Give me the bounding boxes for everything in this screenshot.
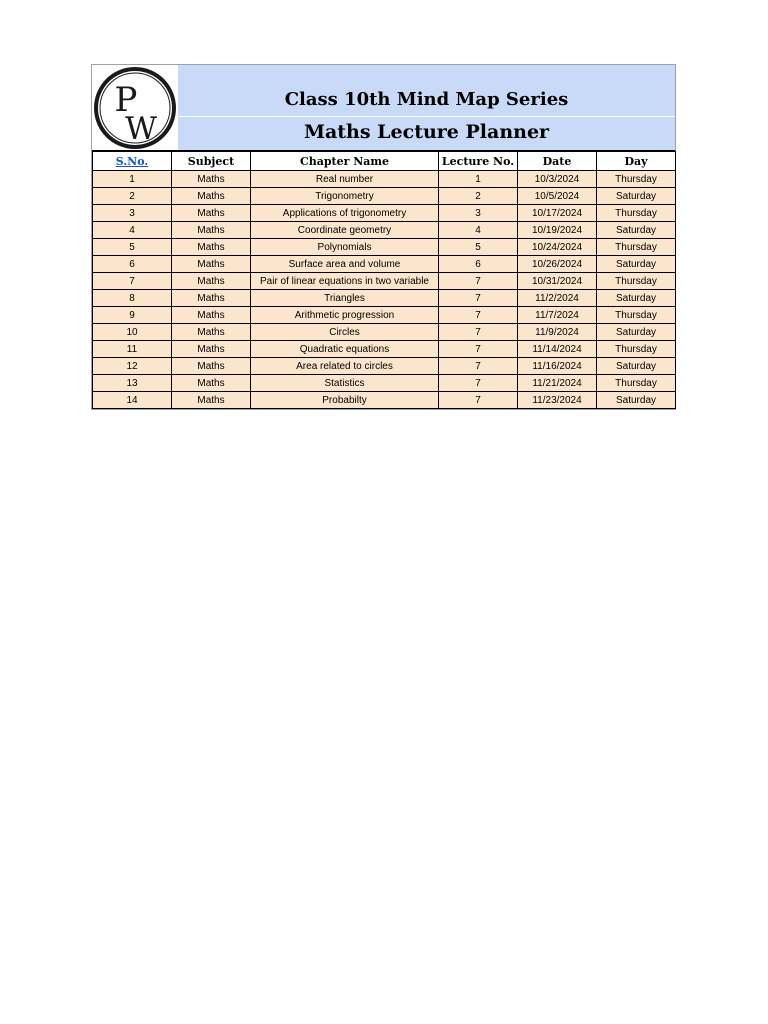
cell-lecture-no: 7 (439, 392, 518, 409)
cell-lecture-no: 7 (439, 358, 518, 375)
cell-sno: 10 (93, 324, 172, 341)
cell-day: Thursday (597, 341, 676, 358)
cell-date: 10/3/2024 (518, 171, 597, 188)
svg-text:W: W (125, 111, 157, 147)
cell-chapter-name: Triangles (251, 290, 439, 307)
cell-date: 11/9/2024 (518, 324, 597, 341)
cell-date: 10/24/2024 (518, 239, 597, 256)
cell-day: Thursday (597, 171, 676, 188)
cell-subject: Maths (172, 375, 251, 392)
cell-day: Saturday (597, 256, 676, 273)
cell-sno: 2 (93, 188, 172, 205)
cell-subject: Maths (172, 307, 251, 324)
column-header-sno[interactable]: S.No. (93, 152, 172, 171)
cell-date: 11/21/2024 (518, 375, 597, 392)
cell-lecture-no: 7 (439, 324, 518, 341)
cell-sno: 5 (93, 239, 172, 256)
cell-chapter-name: Arithmetic progression (251, 307, 439, 324)
cell-date: 10/17/2024 (518, 205, 597, 222)
cell-sno: 6 (93, 256, 172, 273)
cell-lecture-no: 2 (439, 188, 518, 205)
cell-sno: 12 (93, 358, 172, 375)
lecture-table (92, 151, 676, 409)
table-row (93, 205, 676, 222)
cell-date: 11/7/2024 (518, 307, 597, 324)
title-divider (178, 116, 675, 117)
table-row (93, 222, 676, 239)
table-row (93, 341, 676, 358)
cell-lecture-no: 6 (439, 256, 518, 273)
cell-subject: Maths (172, 392, 251, 409)
cell-day: Saturday (597, 222, 676, 239)
table-row (93, 188, 676, 205)
table-row (93, 273, 676, 290)
cell-date: 11/16/2024 (518, 358, 597, 375)
table-row (93, 307, 676, 324)
cell-date: 10/19/2024 (518, 222, 597, 239)
cell-sno: 1 (93, 171, 172, 188)
cell-subject: Maths (172, 188, 251, 205)
cell-chapter-name: Surface area and volume (251, 256, 439, 273)
cell-day: Thursday (597, 273, 676, 290)
cell-subject: Maths (172, 256, 251, 273)
cell-date: 10/26/2024 (518, 256, 597, 273)
table-body (93, 171, 676, 409)
cell-sno: 8 (93, 290, 172, 307)
table-row (93, 324, 676, 341)
cell-date: 11/23/2024 (518, 392, 597, 409)
table-header-row (93, 152, 676, 171)
table-row (93, 256, 676, 273)
sheet-header (92, 65, 675, 151)
cell-lecture-no: 7 (439, 375, 518, 392)
cell-sno: 14 (93, 392, 172, 409)
series-title: Class 10th Mind Map Series (284, 89, 569, 110)
cell-sno: 7 (93, 273, 172, 290)
cell-chapter-name: Pair of linear equations in two variable (251, 273, 439, 290)
cell-chapter-name: Area related to circles (251, 358, 439, 375)
cell-chapter-name: Circles (251, 324, 439, 341)
cell-subject: Maths (172, 290, 251, 307)
cell-subject: Maths (172, 273, 251, 290)
cell-sno: 13 (93, 375, 172, 392)
cell-subject: Maths (172, 205, 251, 222)
cell-subject: Maths (172, 324, 251, 341)
cell-sno: 9 (93, 307, 172, 324)
column-header-chapter-name: Chapter Name (251, 152, 439, 171)
cell-chapter-name: Trigonometry (251, 188, 439, 205)
cell-sno: 3 (93, 205, 172, 222)
cell-lecture-no: 7 (439, 290, 518, 307)
cell-chapter-name: Coordinate geometry (251, 222, 439, 239)
cell-day: Saturday (597, 290, 676, 307)
cell-date: 10/31/2024 (518, 273, 597, 290)
cell-subject: Maths (172, 222, 251, 239)
cell-subject: Maths (172, 341, 251, 358)
cell-lecture-no: 1 (439, 171, 518, 188)
pw-logo-icon (92, 65, 178, 150)
cell-day: Thursday (597, 239, 676, 256)
cell-day: Thursday (597, 375, 676, 392)
table-row (93, 358, 676, 375)
cell-subject: Maths (172, 358, 251, 375)
cell-lecture-no: 7 (439, 273, 518, 290)
column-header-subject: Subject (172, 152, 251, 171)
cell-chapter-name: Real number (251, 171, 439, 188)
lecture-planner-sheet (91, 64, 676, 410)
cell-day: Thursday (597, 307, 676, 324)
table-row (93, 290, 676, 307)
cell-lecture-no: 4 (439, 222, 518, 239)
cell-chapter-name: Probabilty (251, 392, 439, 409)
cell-lecture-no: 5 (439, 239, 518, 256)
cell-chapter-name: Applications of trigonometry (251, 205, 439, 222)
cell-chapter-name: Quadratic equations (251, 341, 439, 358)
table-row (93, 392, 676, 409)
column-header-lecture-no: Lecture No. (439, 152, 518, 171)
cell-sno: 11 (93, 341, 172, 358)
planner-title: Maths Lecture Planner (303, 121, 550, 143)
table-row (93, 239, 676, 256)
cell-subject: Maths (172, 171, 251, 188)
cell-day: Saturday (597, 358, 676, 375)
cell-date: 10/5/2024 (518, 188, 597, 205)
cell-lecture-no: 7 (439, 341, 518, 358)
pw-logo (92, 65, 178, 150)
cell-date: 11/14/2024 (518, 341, 597, 358)
cell-lecture-no: 3 (439, 205, 518, 222)
column-header-day: Day (597, 152, 676, 171)
cell-day: Saturday (597, 324, 676, 341)
cell-subject: Maths (172, 239, 251, 256)
cell-chapter-name: Polynomials (251, 239, 439, 256)
cell-day: Thursday (597, 205, 676, 222)
cell-sno: 4 (93, 222, 172, 239)
cell-day: Saturday (597, 392, 676, 409)
cell-date: 11/2/2024 (518, 290, 597, 307)
column-header-date: Date (518, 152, 597, 171)
cell-day: Saturday (597, 188, 676, 205)
svg-text:P: P (114, 80, 138, 120)
table-row (93, 171, 676, 188)
table-row (93, 375, 676, 392)
cell-chapter-name: Statistics (251, 375, 439, 392)
cell-lecture-no: 7 (439, 307, 518, 324)
